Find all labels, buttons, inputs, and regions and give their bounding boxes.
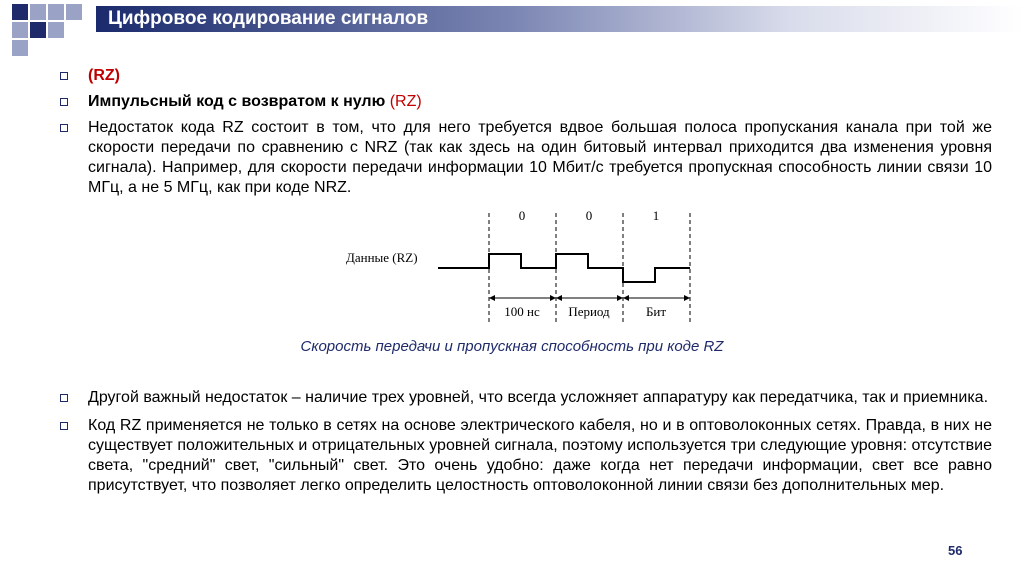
rz-signal-diagram [330,203,710,333]
bullet-text: Недостаток кода RZ состоит в том, что для него требуется вдвое большая полоса пропускания канала при той же скорости передачи по сравнению с NRZ (так как здесь на один битовый интервал приходится два изменения уровня сигнала). Например, для скорости передачи информации 10 Мбит/с требуется пропускная способность линии связи 10 МГц, а не 5 МГц, как при коде NRZ. [88,119,992,196]
decor-square-6 [30,22,46,38]
bit-label: 1 [652,208,660,223]
interval-label: 100 нс [504,304,540,319]
bullet-list-bottom [60,388,992,504]
bit-label: 0 [518,208,526,223]
bullet-item [60,118,992,198]
bullet-text: Другой важный недостаток – наличие трех уровней, что всегда усложняет аппаратуру как передатчика, так и приемника. [88,389,989,406]
bullet-item [60,66,992,86]
decor-square-3 [48,4,64,20]
signal-label: Данные (RZ) [346,250,418,265]
rz-waveform [438,254,690,282]
bullet-square-icon [60,98,68,106]
decor-square-2 [30,4,46,20]
bullet-square-icon [60,422,68,430]
interval-label: Бит [645,304,667,319]
slide-number: 56 [948,543,963,558]
bullet-red-text: (RZ) [389,93,422,110]
decor-square-7 [48,22,64,38]
bullet-square-icon [60,72,68,80]
bullet-item [60,416,992,496]
decor-square-4 [66,4,82,20]
bullet-square-icon [60,394,68,402]
decor-square-8 [12,40,28,56]
bit-label: 0 [585,208,593,223]
bullet-list-top [60,66,992,198]
decor-square-5 [12,22,28,38]
interval-label: Период [568,304,610,319]
bullet-item [60,92,992,112]
decor-square-1 [12,4,28,20]
bullet-square-icon [60,124,68,132]
diagram-caption: Скорость передачи и пропускная способность при коде RZ [300,338,724,355]
bullet-text: Код RZ применяется не только в сетях на основе электрического кабеля, но и в оптоволоконных сетях. Правда, в них не существует положительных и отрицательных уровней сигнала, поэтому используется три следующие уровня: отсутствие света, "средний" свет, "сильный" свет. Это очень удобно: даже когда нет передачи информации, свет все равно присутствует, что позволяет легко определить целостность оптоволоконной линии связи без дополнительных мер. [88,417,992,494]
slide-title: Цифровое кодирование сигналов [108,8,429,29]
bullet-bold-text: Импульсный код с возвратом к нулю [88,93,386,110]
bullet-text: (RZ) [88,67,120,84]
bullet-item [60,388,992,408]
